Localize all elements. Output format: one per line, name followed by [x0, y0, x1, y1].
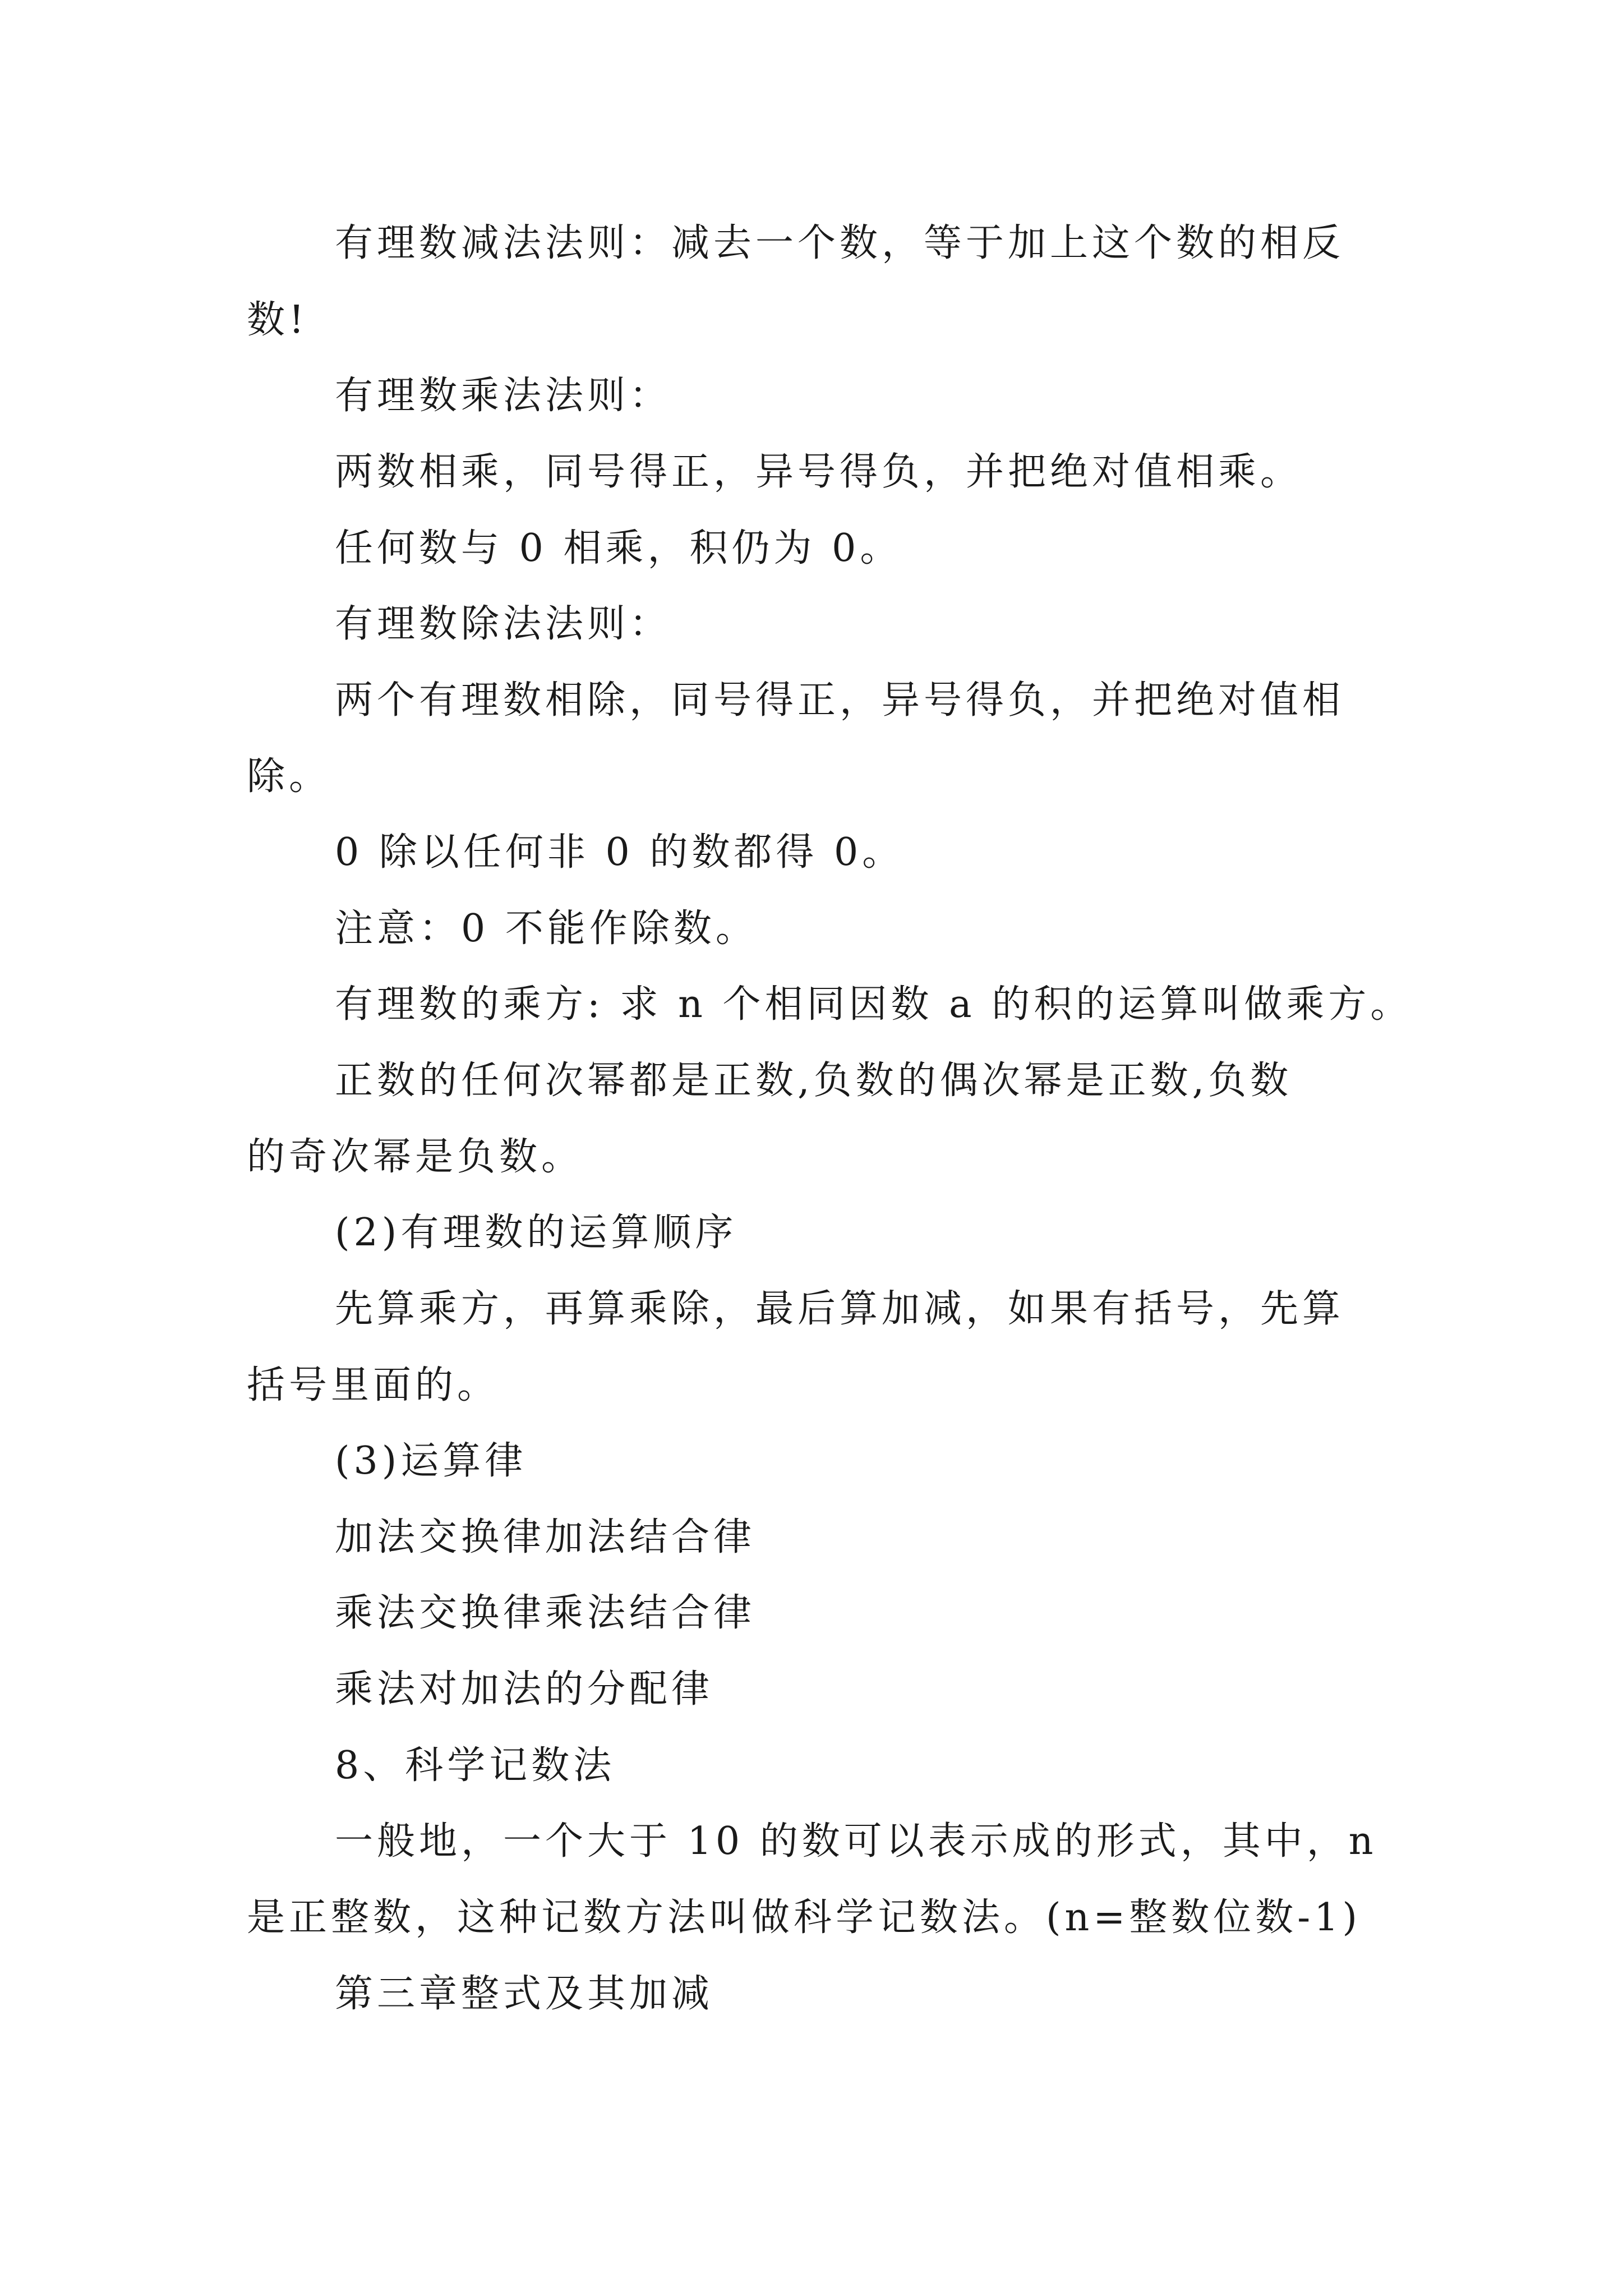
text-line-scientific-notation-cont: 是正整数，这种记数方法叫做科学记数法。(n=整数位数-1) [247, 1895, 1362, 1940]
text-line-laws-heading: (3)运算律 [335, 1439, 527, 1483]
text-line-division-rule-cont: 除。 [247, 754, 331, 799]
text-line-division-heading: 有理数除法法则： [335, 602, 672, 646]
text-line-multiplication-heading: 有理数乘法法则： [335, 374, 672, 418]
text-line-subtraction-rule-cont: 数! [247, 298, 308, 342]
text-line-zero-divided: 0 除以任何非 0 的数都得 0。 [335, 830, 905, 875]
text-line-power-sign-rule: 正数的任何次幂都是正数,负数的偶次幂是正数,负数 [335, 1059, 1293, 1103]
text-line-chapter-three-heading: 第三章整式及其加减 [335, 1972, 714, 2016]
text-line-operation-order-heading: (2)有理数的运算顺序 [335, 1211, 737, 1255]
text-line-multiplication-laws: 乘法交换律乘法结合律 [335, 1591, 756, 1635]
text-line-distributive-law: 乘法对加法的分配律 [335, 1667, 714, 1711]
text-line-division-rule: 两个有理数相除，同号得正，异号得负，并把绝对值相 [335, 678, 1345, 723]
text-line-subtraction-rule: 有理数减法法则：减去一个数，等于加上这个数的相反 [335, 221, 1345, 265]
text-line-operation-order: 先算乘方，再算乘除，最后算加减，如果有括号，先算 [335, 1287, 1345, 1331]
text-line-power-definition: 有理数的乘方: 求 n 个相同因数 a 的积的运算叫做乘方。 [335, 982, 1413, 1027]
text-line-scientific-notation: 一般地，一个大于 10 的数可以表示成的形式，其中，n [335, 1819, 1377, 1864]
text-line-addition-laws: 加法交换律加法结合律 [335, 1515, 756, 1559]
text-line-power-sign-rule-cont: 的奇次幂是负数。 [247, 1135, 584, 1179]
text-line-multiplication-rule: 两数相乘，同号得正，异号得负，并把绝对值相乘。 [335, 450, 1303, 494]
text-line-note-divisor: 注意：0 不能作除数。 [335, 907, 758, 951]
text-line-scientific-notation-heading: 8、科学记数法 [335, 1743, 616, 1788]
text-line-multiply-zero: 任何数与 0 相乘，积仍为 0。 [335, 526, 902, 570]
text-line-operation-order-cont: 括号里面的。 [247, 1363, 500, 1407]
